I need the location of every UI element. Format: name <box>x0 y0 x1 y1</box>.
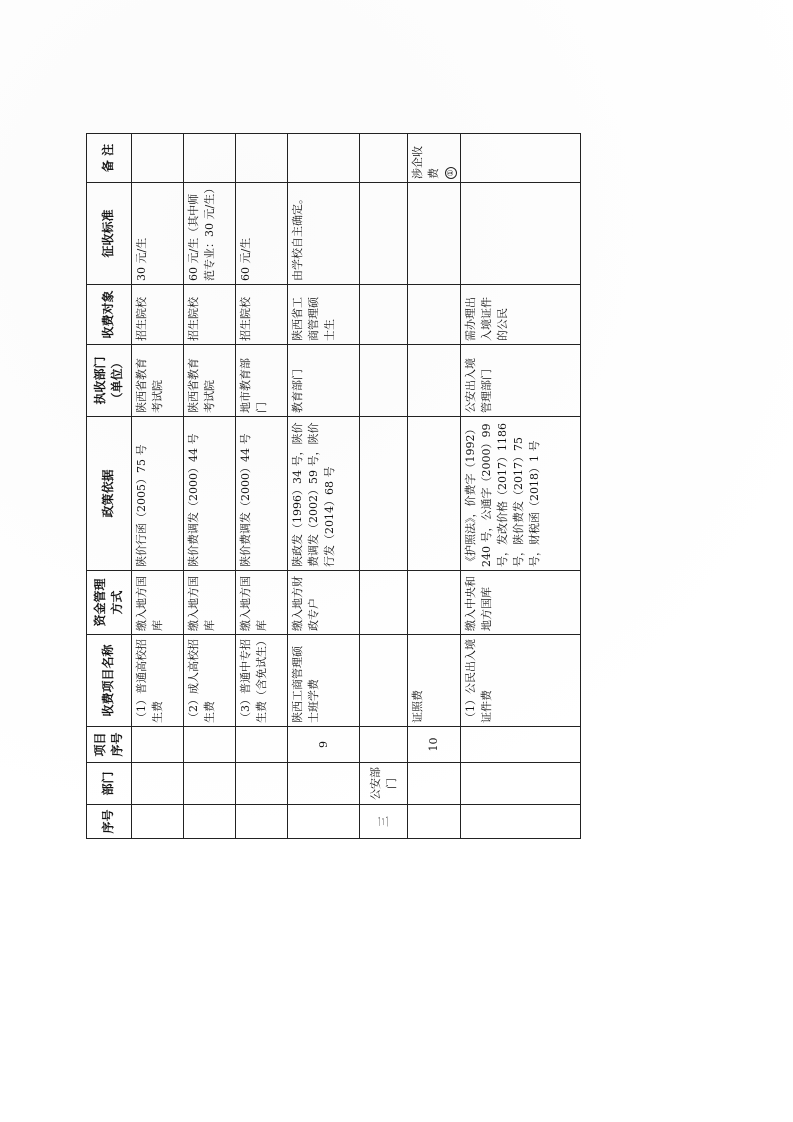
table-row <box>288 134 360 839</box>
cell-policy <box>408 417 461 571</box>
table-row <box>132 134 184 839</box>
cell-fund-mgmt <box>408 571 461 635</box>
cell-seq <box>132 805 184 839</box>
cell-exec-dept <box>408 345 461 417</box>
cell-fee-name: （3）普通中专招生费（含免试生） <box>236 635 288 727</box>
cell-policy <box>360 417 408 571</box>
cell-seq <box>236 805 288 839</box>
cell-item-seq: 10 <box>408 727 461 763</box>
header-standard: 征收标准 <box>87 183 132 285</box>
cell-seq <box>288 805 360 839</box>
cell-fee-name: 陕西工商管理硕士班学费 <box>288 635 360 727</box>
cell-dept <box>408 763 461 805</box>
cell-seq: 三 <box>360 805 408 839</box>
cell-dept: 公安部门 <box>360 763 408 805</box>
remark-text: 涉企收费 <box>411 146 440 179</box>
cell-fund-mgmt: 缴入地方财政专户 <box>288 571 360 635</box>
cell-remark <box>184 134 236 183</box>
cell-fund-mgmt: 缴入地方国库 <box>132 571 184 635</box>
cell-policy: 陕价费调发（2000）44 号 <box>236 417 288 571</box>
header-item-seq: 项目序号 <box>87 727 132 763</box>
cell-dept <box>288 763 360 805</box>
cell-exec-dept <box>360 345 408 417</box>
cell-exec-dept: 地市教育部门 <box>236 345 288 417</box>
table-row <box>408 134 461 839</box>
header-exec-dept: 执收部门（单位） <box>87 345 132 417</box>
cell-dept <box>236 763 288 805</box>
cell-exec-dept: 公安出入境管理部门 <box>460 345 580 417</box>
cell-standard: 由学校自主确定。 <box>288 183 360 285</box>
cell-seq <box>408 805 461 839</box>
header-fund-mgmt: 资金管理方式 <box>87 571 132 635</box>
cell-target <box>408 285 461 345</box>
cell-item-seq <box>184 727 236 763</box>
cell-remark <box>132 134 184 183</box>
cell-fee-name: （1）公民出入境证件费 <box>460 635 580 727</box>
cell-remark <box>408 134 461 183</box>
fee-table <box>86 133 581 839</box>
cell-remark <box>360 134 408 183</box>
table-row <box>360 134 408 839</box>
cell-target <box>360 285 408 345</box>
cell-standard <box>460 183 580 285</box>
cell-fee-name: （1）普通高校招生费 <box>132 635 184 727</box>
cell-dept <box>460 763 580 805</box>
cell-seq <box>460 805 580 839</box>
cell-target: 需办理出入境证件的公民 <box>460 285 580 345</box>
cell-standard: 60 元/生（其中师范专业：30 元/生） <box>184 183 236 285</box>
cell-dept <box>184 763 236 805</box>
cell-item-seq <box>132 727 184 763</box>
table-row <box>184 134 236 839</box>
cell-fund-mgmt <box>360 571 408 635</box>
cell-fund-mgmt: 缴入地方国库 <box>184 571 236 635</box>
cell-fee-name <box>360 635 408 727</box>
header-fee-name: 收费项目名称 <box>87 635 132 727</box>
cell-fund-mgmt: 缴入地方国库 <box>236 571 288 635</box>
cell-standard: 60 元/生 <box>236 183 288 285</box>
cell-dept <box>132 763 184 805</box>
cell-policy: 陕政发（1996）34 号，陕价费调发（2002）59 号，陕价行发（2014）68 号 <box>288 417 360 571</box>
cell-remark <box>236 134 288 183</box>
table-header-row <box>87 134 132 839</box>
header-policy: 政策依据 <box>87 417 132 571</box>
cell-item-seq: 9 <box>288 727 360 763</box>
circled-digit-one-icon: ① <box>445 167 457 179</box>
cell-fund-mgmt: 缴入中央和地方国库 <box>460 571 580 635</box>
cell-policy: 《护照法》，价费字（1992）240 号，公通字（2000）99 号，发改价格（2017）1186 号，陕价费发（2017）75 号，财税函（2018）1 号 <box>460 417 580 571</box>
cell-fee-name: 证照费 <box>408 635 461 727</box>
cell-fee-name: （2）成人高校招生费 <box>184 635 236 727</box>
cell-exec-dept: 陕西省教育考试院 <box>184 345 236 417</box>
cell-seq <box>184 805 236 839</box>
cell-remark <box>288 134 360 183</box>
cell-policy: 陕价费调发（2000）44 号 <box>184 417 236 571</box>
cell-exec-dept: 陕西省教育考试院 <box>132 345 184 417</box>
cell-target: 招生院校 <box>132 285 184 345</box>
cell-target: 招生院校 <box>236 285 288 345</box>
cell-remark <box>460 134 580 183</box>
cell-item-seq <box>236 727 288 763</box>
cell-standard <box>408 183 461 285</box>
cell-target: 陕西省工商管理硕士生 <box>288 285 360 345</box>
cell-item-seq <box>460 727 580 763</box>
cell-target: 招生院校 <box>184 285 236 345</box>
cell-exec-dept: 教育部门 <box>288 345 360 417</box>
header-target: 收费对象 <box>87 285 132 345</box>
header-seq: 序号 <box>87 805 132 839</box>
table-row <box>460 134 580 839</box>
table-row <box>236 134 288 839</box>
header-dept: 部门 <box>87 763 132 805</box>
cell-policy: 陕价行函（2005）75 号 <box>132 417 184 571</box>
header-remark: 备 注 <box>87 134 132 183</box>
cell-standard <box>360 183 408 285</box>
cell-item-seq <box>360 727 408 763</box>
cell-standard: 30 元/生 <box>132 183 184 285</box>
